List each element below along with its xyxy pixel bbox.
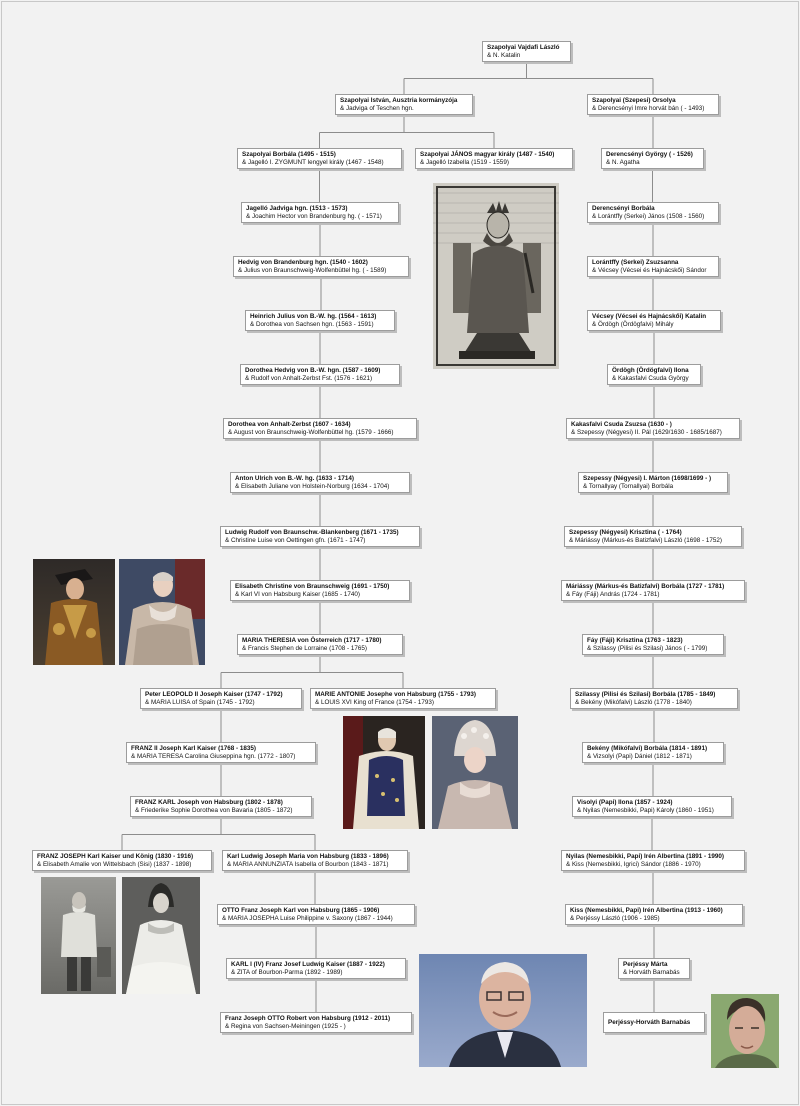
spouse-name: & August von Braunschweig-Wolfenbüttel hg. (1579 - 1666) [228, 429, 394, 436]
person-name: Szapolyai JÁNOS magyar király (1487 - 1540) [420, 151, 555, 158]
spouse-name: & Francis Stephen de Lorraine (1708 - 1765) [242, 645, 367, 652]
person-name: Kiss (Nemesbikki, Papi) Irén Albertina (1913 - 1960) [570, 907, 723, 914]
node-peter-leopold [140, 688, 302, 709]
spouse-name: & MARIA JOSEPHA Luise Philippine v. Saxony (1867 - 1944) [222, 915, 393, 922]
spouse-name: & Lorántffy (Serkei) János (1508 - 1560) [592, 213, 705, 220]
person-name: Szapolyai Vajdafi László [487, 44, 560, 51]
person-name: Perjéssy-Horváth Barnabás [608, 1019, 691, 1026]
person-name: FRANZ II Joseph Karl Kaiser (1768 - 1835) [131, 745, 256, 752]
spouse-name: & Szilassy (Pilisi és Szilasi) János ( - 1799) [587, 645, 708, 652]
barnabas-photo-image [711, 994, 779, 1068]
elisabeth-sisi-photo-image [122, 877, 200, 994]
louis-xvi-portrait-image [343, 716, 425, 829]
person-name: Franz Joseph OTTO Robert von Habsburg (1912 - 2011) [225, 1015, 391, 1022]
king-janos-engraving-image [433, 183, 559, 369]
person-name: Ludwig Rudolf von Braunschw.-Blankenberg (1671 - 1735) [225, 529, 399, 536]
node-otto-von-habsburg [220, 1012, 412, 1033]
node-maria-theresia [237, 634, 403, 655]
person-name: Nyilas (Nemesbikki, Papi) Irén Albertina (1891 - 1990) [566, 853, 724, 860]
spouse-name: & Regina von Sachsen-Meiningen (1925 - ) [225, 1023, 346, 1030]
person-name: Ördögh (Ördögfalvi) Ilona [612, 367, 689, 374]
spouse-name: & Horváth Barnabás [623, 969, 680, 976]
spouse-name: & Julius von Braunschweig-Wolfenbüttel hg. ( - 1589) [238, 267, 387, 274]
node-anton-ulrich [230, 472, 410, 493]
spouse-name: & Ördögh (Ördögfalvi) Mihály [592, 321, 674, 328]
node-ludwig-rudolf [220, 526, 420, 547]
node-heinrich-julius [245, 310, 395, 331]
node-franz-joseph [32, 850, 212, 871]
node-lorantffy-zsuzsanna [587, 256, 719, 277]
node-hedvig-brandenburg [233, 256, 409, 277]
node-szapolyai-janos [415, 148, 573, 169]
spouse-name: & Jagelló Izabella (1519 - 1559) [420, 159, 509, 166]
person-name: Perjéssy Márta [623, 961, 668, 968]
node-karl-ludwig [222, 850, 408, 871]
person-name: Fáy (Fáji) Krisztina (1763 - 1823) [587, 637, 683, 644]
person-name: Szapolyai István, Ausztria kormányzója [340, 97, 458, 104]
node-nyilas-iren [561, 850, 745, 871]
spouse-name: & N. Agatha [606, 159, 640, 166]
person-name: Derencsényi György ( - 1526) [606, 151, 693, 158]
node-szepessy-marton [578, 472, 728, 493]
spouse-name: & MARIA ANNUNZIATA Isabella of Bourbon (1843 - 1871) [227, 861, 389, 868]
spouse-name: & Máriássy (Márkus-és Batizfalvi) László (1698 - 1752) [569, 537, 722, 544]
spouse-name: & Fáy (Fáji) András (1724 - 1781) [566, 591, 660, 598]
spouse-name: & Christine Luise von Oettingen gfn. (1671 - 1747) [225, 537, 366, 544]
spouse-name: & Bekény (Mikófalvi) László (1778 - 1840) [575, 699, 692, 706]
node-szilassy-borbala [570, 688, 738, 709]
node-perjessy-horvath-barnabas [603, 1012, 705, 1033]
node-szapolyai-vajdafi-laszlo [482, 41, 571, 62]
person-name: Elisabeth Christine von Braunschweig (1691 - 1750) [235, 583, 390, 590]
spouse-name: & Dorothea von Sachsen hgn. (1563 - 1591) [250, 321, 374, 328]
person-name: Hedvig von Brandenburg hgn. (1540 - 1602) [238, 259, 368, 266]
spouse-name: & Rudolf von Anhalt-Zerbst Fst. (1576 - 1621) [245, 375, 373, 382]
spouse-name: & Perjéssy László (1906 - 1985) [570, 915, 660, 922]
node-marie-antonie [310, 688, 496, 709]
person-name: Szilassy (Pilisi és Szilasi) Borbála (1785 - 1849) [575, 691, 716, 698]
person-name: KARL I (IV) Franz Josef Ludwig Kaiser (1887 - 1922) [231, 961, 385, 968]
person-name: Visolyi (Papi) Ilona (1857 - 1924) [577, 799, 673, 806]
person-name: Máriássy (Márkus-és Batizfalvi) Borbála (1727 - 1781) [566, 583, 725, 590]
node-dorothea-anhalt-zerbst [223, 418, 417, 439]
spouse-name: & Kiss (Nemesbikki, Igrici) Sándor (1886 - 1970) [566, 861, 701, 868]
node-vecsey-katalin [587, 310, 721, 331]
person-name: MARIE ANTONIE Josephe von Habsburg (1755 - 1793) [315, 691, 476, 698]
person-name: Dorothea Hedvig von B.-W. hgn. (1587 - 1609) [245, 367, 381, 374]
spouse-name: & MARIA TERESA Carolina Giuseppina hgn. (1772 - 1807) [131, 753, 296, 760]
person-name: FRANZ KARL Joseph von Habsburg (1802 - 1878) [135, 799, 283, 806]
person-name: Szepessy (Négyesi) Krisztina ( - 1764) [569, 529, 682, 536]
spouse-name: & Kakasfalvi Csuda György [612, 375, 689, 382]
person-name: Szepessy (Négyesi) I. Márton (1698/1699 - ) [583, 475, 712, 482]
node-szepessy-krisztina [564, 526, 742, 547]
node-kakasfalvi-zsuzsa [566, 418, 740, 439]
person-name: Peter LEOPOLD II Joseph Kaiser (1747 - 1792) [145, 691, 283, 698]
node-elisabeth-christine [230, 580, 410, 601]
node-otto-franz-joseph [217, 904, 415, 925]
person-name: Derencsényi Borbála [592, 205, 655, 212]
spouse-name: & Vécsey (Vécsei és Hajnácskői) Sándor [592, 267, 707, 274]
franz-joseph-photo-image [41, 877, 116, 994]
person-name: Jagelló Jadviga hgn. (1513 - 1573) [246, 205, 348, 212]
node-fay-krisztina [582, 634, 724, 655]
spouse-name: & Szepessy (Négyesi) II. Pál (1629/1630 - 1685/1687) [571, 429, 722, 436]
marie-antoinette-portrait-image [432, 716, 518, 829]
node-derencsenyi-borbala [587, 202, 719, 223]
spouse-name: & ZITA of Bourbon-Parma (1892 - 1989) [231, 969, 343, 976]
person-name: MARIA THERESIA von Österreich (1717 - 1780) [242, 637, 382, 644]
node-dorothea-hedvig [240, 364, 400, 385]
person-name: FRANZ JOSEPH Karl Kaiser und König (1830 - 1916) [37, 853, 194, 860]
joseph-ii-portrait-image [33, 559, 115, 665]
spouse-name: & Nyilas (Nemesbikki, Papi) Károly (1860 - 1951) [577, 807, 714, 814]
spouse-name: & Derencsényi Imre horvát bán ( - 1493) [592, 105, 705, 112]
person-name: Lorántffy (Serkei) Zsuzsanna [592, 259, 679, 266]
person-name: Bekény (Mikófalvi) Borbála (1814 - 1891) [587, 745, 708, 752]
node-jagello-jadviga [241, 202, 399, 223]
spouse-name: & Vizsolyi (Papi) Dániel (1812 - 1871) [587, 753, 692, 760]
spouse-name: & MARIA LUISA of Spain (1745 - 1792) [145, 699, 255, 706]
person-name: Kakasfalvi Csuda Zsuzsa (1630 - ) [571, 421, 672, 428]
maria-theresia-portrait-image [119, 559, 205, 665]
node-karl-i [226, 958, 406, 979]
person-name: Karl Ludwig Joseph Maria von Habsburg (1833 - 1896) [227, 853, 389, 860]
node-bekeny-borbala [582, 742, 724, 763]
node-szapolyai-borbala [237, 148, 402, 169]
spouse-name: & Karl VI von Habsburg Kaiser (1685 - 1740) [235, 591, 360, 598]
spouse-name: & Joachim Hector von Brandenburg hg. ( - 1571) [246, 213, 382, 220]
spouse-name: & Elisabeth Amalie von Wittelsbach (Sisi) (1837 - 1898) [37, 861, 192, 868]
person-name: Szapolyai (Szepesi) Orsolya [592, 97, 676, 104]
node-visolyi-ilona [572, 796, 732, 817]
otto-von-habsburg-photo-image [419, 954, 587, 1067]
node-derencsenyi-gyorgy [601, 148, 704, 169]
person-name: Szapolyai Borbála (1495 - 1515) [242, 151, 336, 158]
spouse-name: & LOUIS XVI King of France (1754 - 1793) [315, 699, 435, 706]
person-name: Heinrich Julius von B.-W. hg. (1564 - 1613) [250, 313, 377, 320]
spouse-name: & Jadviga of Teschen hgn. [340, 105, 414, 112]
spouse-name: & Friederike Sophie Dorothea von Bavaria (1805 - 1872) [135, 807, 293, 814]
node-franz-ii [126, 742, 316, 763]
person-name: Anton Ulrich von B.-W. hg. (1633 - 1714) [235, 475, 354, 482]
person-name: Vécsey (Vécsei és Hajnácskői) Katalin [592, 313, 707, 320]
node-ordogh-ilona [607, 364, 701, 385]
node-franz-karl [130, 796, 312, 817]
node-szapolyai-istvan [335, 94, 473, 115]
node-kiss-iren [565, 904, 743, 925]
spouse-name: & N. Katalin [487, 52, 521, 59]
node-szapolyai-orsolya [587, 94, 719, 115]
person-name: OTTO Franz Joseph Karl von Habsburg (1865 - 1906) [222, 907, 380, 914]
person-name: Dorothea von Anhalt-Zerbst (1607 - 1634) [228, 421, 351, 428]
node-perjessy-marta [618, 958, 690, 979]
node-mariassy-borbala [561, 580, 745, 601]
spouse-name: & Elisabeth Juliane von Holstein-Norburg (1634 - 1704) [235, 483, 390, 490]
spouse-name: & Jagelló I. ZYGMUNT lengyel király (1467 - 1548) [242, 159, 384, 166]
spouse-name: & Tornallyay (Tornallyai) Borbála [583, 483, 674, 490]
